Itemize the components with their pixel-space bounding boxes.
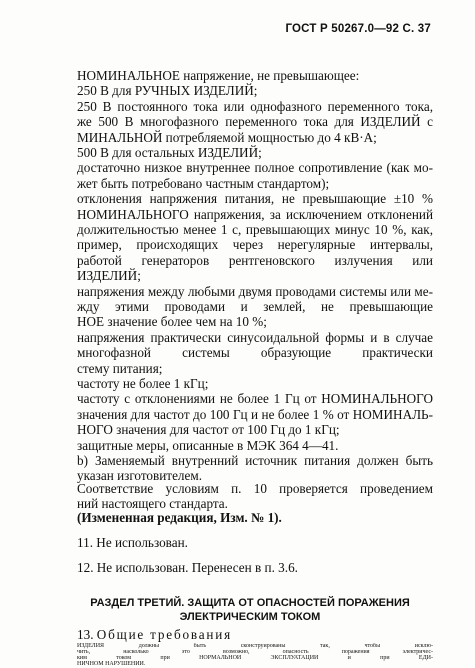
- section-heading-line-2: ЭЛЕКТРИЧЕСКИМ ТОКОМ: [179, 611, 321, 623]
- text-line: НОМИНАЛЬНОЕ напряжение, не превышающее:: [77, 68, 360, 83]
- text-line: отклонения напряжения питания, не превышающие ±10 %: [77, 191, 433, 207]
- text-line: должительностью менее 1 с, превышающих минус 10 %, как,: [77, 221, 433, 237]
- text-line: 250 В постоянного тока или однофазного переменного тока,: [77, 98, 433, 114]
- text-line: НИЧНОМ НАРУШЕНИИ.: [77, 661, 146, 667]
- text-line: жет быть потребовано частным стандартом);: [77, 175, 330, 191]
- text-line: достаточно низкое внутреннее полное сопротивление (как мо-: [77, 160, 433, 176]
- text-line: стему питания;: [77, 360, 163, 376]
- text-line: МИНАЛЬНОЙ потребляемой мощностью до 4 кВ·А;: [77, 129, 377, 145]
- section-heading: [60, 596, 440, 624]
- text-line: напряжения практически синусоидальной формы и в случае: [77, 329, 433, 345]
- text-line: многофазной системы образующие практически: [77, 345, 433, 361]
- amendment-note: (Измененная редакция, Изм. № 1).: [77, 510, 282, 525]
- text-line: 250 В для РУЧНЫХ ИЗДЕЛИЙ;: [77, 83, 258, 99]
- item-12: 12. Не использован. Перенесен в п. 3.6.: [77, 560, 298, 575]
- item-11: 11. Не использован.: [77, 535, 188, 550]
- text-line: пример, происходящих через нерегулярные интервалы,: [77, 237, 433, 253]
- text-line: ИЗДЕЛИЙ;: [77, 268, 141, 284]
- text-line: b) Заменяемый внутренний источник питания должен быть: [77, 452, 433, 468]
- text-line: же 500 В многофазного переменного тока для ИЗДЕЛИЙ с: [77, 114, 433, 130]
- text-line: ИЗДЕЛИЯ должны быть сконструированы так, чтобы исклю-: [77, 643, 433, 649]
- text-line: НОГО значения для частот от 100 Гц до 1 кГц;: [77, 422, 340, 438]
- body-text-block-3: [77, 643, 433, 667]
- text-line: частоту с отклонениями не более 1 Гц от НОМИНАЛЬНОГО: [77, 391, 433, 407]
- text-line: чить, насколько это возможно, опасность поражения электричес-: [77, 649, 433, 655]
- text-line: 500 В для остальных ИЗДЕЛИЙ;: [77, 145, 262, 160]
- text-line: работой генераторов рентгеновского излучения или: [77, 252, 433, 268]
- text-line: НОМИНАЛЬНОГО напряжения, за исключением отклонений: [77, 206, 433, 222]
- text-line: жду этими проводами и землей, не превышающие: [77, 298, 433, 314]
- clause-number: 13.: [77, 627, 97, 642]
- running-header: ГОСТ Р 50267.0—92 С. 37: [285, 23, 431, 35]
- clause-13-heading: [77, 627, 433, 642]
- body-text-block-1: [77, 68, 433, 484]
- text-line: Соответствие условиям п. 10 проверяется проведением: [77, 481, 433, 496]
- text-line: НОЕ значение более чем на 10 %;: [77, 314, 267, 330]
- body-text-block-2: [77, 481, 433, 512]
- clause-title: Общие требования: [96, 627, 232, 642]
- text-line: значения для частот до 100 Гц и не более 1 % от НОМИНАЛЬ-: [77, 406, 433, 422]
- text-line: частоту не более 1 кГц;: [77, 375, 209, 391]
- text-line: ний настоящего стандарта.: [77, 496, 228, 512]
- text-line: указан изготовителем.: [77, 468, 202, 484]
- section-heading-line-1: РАЗДЕЛ ТРЕТИЙ. ЗАЩИТА ОТ ОПАСНОСТЕЙ ПОРАЖЕНИЯ: [90, 597, 410, 609]
- text-line: ким током при НОРМАЛЬНОЙ ЭКСПЛУАТАЦИИ и при ЕДИ-: [77, 655, 433, 661]
- text-line: защитные меры, описанные в МЭК 364 4—41.: [77, 437, 339, 453]
- text-line: напряжения между любыми двумя проводами системы или ме-: [77, 283, 433, 299]
